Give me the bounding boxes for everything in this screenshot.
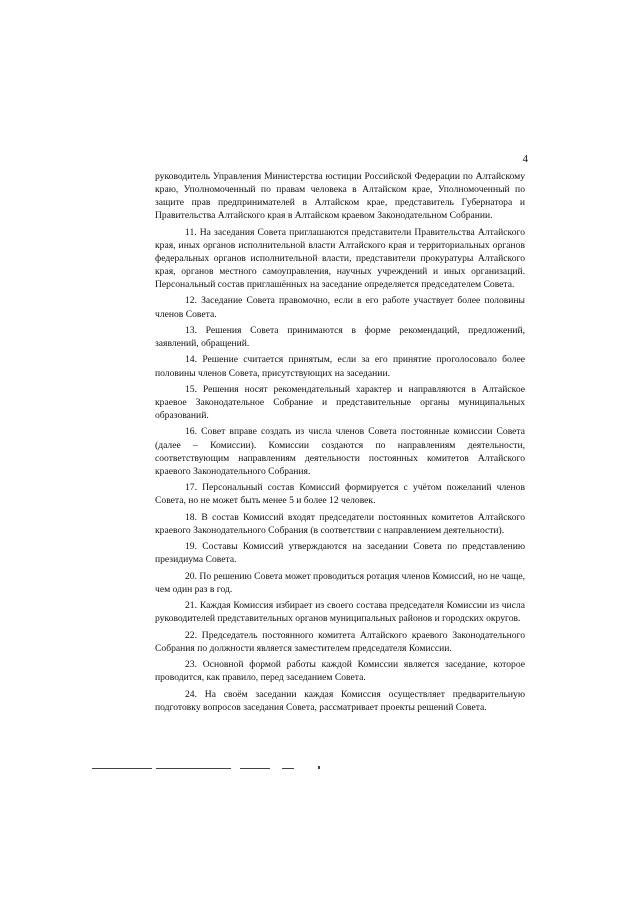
paragraph-16: 16. Совет вправе создать из числа членов Совета постоянные комиссии Совета (далее – Комиссии). Комиссии создаются по направлениям деятельности, соответствующим направлениям деятельности постоянных комитетов Алтайского краевого Законодательного Собрания.: [155, 426, 525, 477]
footer-divider: [156, 768, 231, 769]
paragraph-19: 19. Составы Комиссий утверждаются на заседании Совета по представлению президиума Совета.: [155, 541, 525, 566]
paragraph-continuation: руководитель Управления Министерства юстиции Российской Федерации по Алтайскому краю, Уполномоченный по правам человека в Алтайском крае, Уполномоченный по защите прав предпринимателей в Алтайском крае, представитель Губернатора и Правительства Алтайского края в Алтайском краевом Законодательном Собрании.: [155, 171, 525, 222]
document-body: [155, 170, 525, 717]
paragraph-18: 18. В состав Комиссий входят председатели постоянных комитетов Алтайского краевого Законодательного Собрания (в соответствии с направлением деятельности).: [155, 511, 525, 536]
scan-mark: [318, 766, 320, 769]
page-number: 4: [522, 153, 528, 165]
paragraph-22: 22. Председатель постоянного комитета Алтайского краевого Законодательного Собрания по должности является заместителем председателя Комиссии.: [155, 629, 525, 654]
paragraph-13: 13. Решения Совета принимаются в форме рекомендаций, предложений, заявлений, обращений.: [155, 324, 525, 350]
paragraph-23: 23. Основной формой работы каждой Комиссии является заседание, которое проводится, как правило, перед заседанием Совета.: [155, 659, 525, 684]
footer-divider: [240, 768, 270, 769]
paragraph-14: 14. Решение считается принятым, если за его принятие проголосовало более половины членов Совета, присутствующих на заседании.: [155, 354, 525, 379]
paragraph-11: 11. На заседания Совета приглашаются представители Правительства Алтайского края, иных органов исполнительной власти Алтайского края и территориальных органов федеральных органов исполнительной власти, представители прокуратуры Алтайского края, органов местного самоуправления, научных учреждений и иных организаций. Персональный состав приглашённых на заседание определяется председателем Совета.: [155, 226, 525, 291]
paragraph-17: 17. Персональный состав Комиссий формируется с учётом пожеланий членов Совета, но не может быть менее 5 и более 12 человек.: [155, 482, 525, 507]
footer-divider: [92, 768, 152, 769]
paragraph-21: 21. Каждая Комиссия избирает из своего состава председателя Комиссии из числа руководителей представительных органов муниципальных районов и городских округов.: [155, 600, 525, 625]
footer-divider: [282, 768, 294, 769]
paragraph-20: 20. По решению Совета может проводиться ротация членов Комиссий, но не чаще, чем один раз в год.: [155, 570, 525, 595]
paragraph-24: 24. На своём заседании каждая Комиссия осуществляет предварительную подготовку вопросов заседания Совета, рассматривает проекты решений Совета.: [155, 688, 525, 713]
paragraph-15: 15. Решения носят рекомендательный характер и направляются в Алтайское краевое Законодательное Собрание и представительные органы муниципальных образований.: [155, 383, 525, 422]
paragraph-12: 12. Заседание Совета правомочно, если в его работе участвует более половины членов Совета.: [155, 295, 525, 320]
